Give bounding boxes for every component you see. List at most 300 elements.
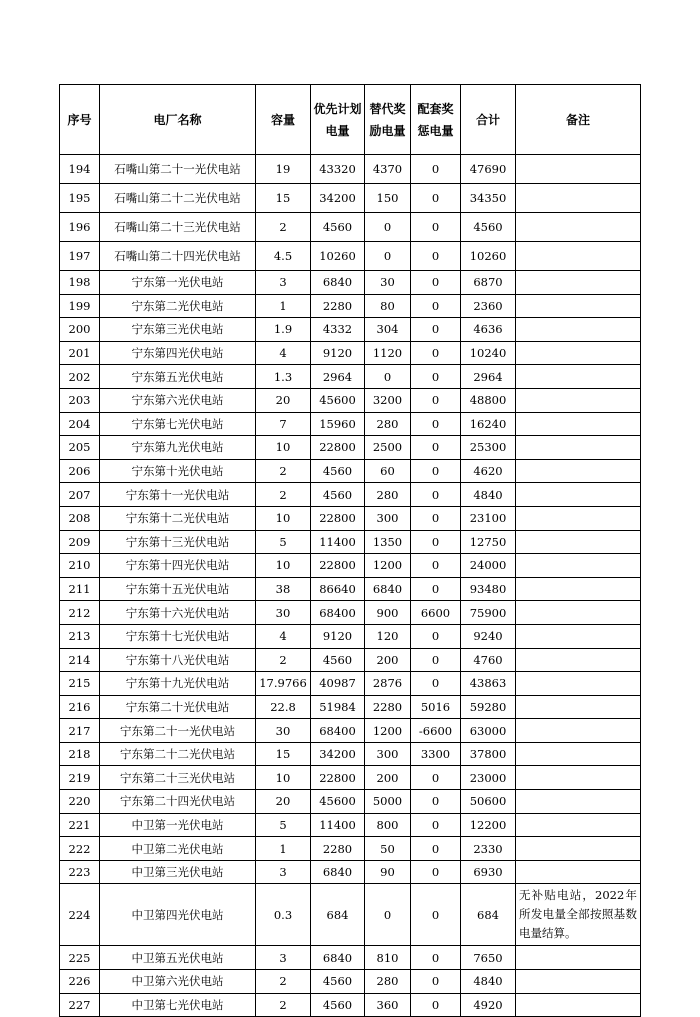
cell-support: 0 — [411, 766, 461, 790]
cell-seq: 210 — [60, 554, 100, 578]
cell-support: 0 — [411, 436, 461, 460]
cell-capacity: 4.5 — [256, 242, 311, 271]
cell-seq: 224 — [60, 884, 100, 946]
cell-replace: 60 — [365, 459, 411, 483]
cell-seq: 218 — [60, 742, 100, 766]
table-row — [60, 294, 641, 318]
cell-name: 宁东第三光伏电站 — [100, 318, 256, 342]
cell-note — [516, 672, 641, 696]
cell-priority: 11400 — [311, 530, 365, 554]
cell-support: 0 — [411, 213, 461, 242]
cell-capacity: 2 — [256, 970, 311, 994]
cell-capacity: 2 — [256, 483, 311, 507]
cell-note — [516, 766, 641, 790]
cell-name: 中卫第二光伏电站 — [100, 837, 256, 861]
cell-name: 宁东第十一光伏电站 — [100, 483, 256, 507]
cell-seq: 212 — [60, 601, 100, 625]
cell-seq: 194 — [60, 155, 100, 184]
table-row — [60, 672, 641, 696]
cell-seq: 222 — [60, 837, 100, 861]
table-row — [60, 601, 641, 625]
header-total: 合计 — [461, 85, 516, 155]
cell-capacity: 20 — [256, 790, 311, 814]
cell-capacity: 2 — [256, 459, 311, 483]
cell-support: 3300 — [411, 742, 461, 766]
cell-note — [516, 790, 641, 814]
cell-name: 石嘴山第二十三光伏电站 — [100, 213, 256, 242]
cell-priority: 4560 — [311, 459, 365, 483]
cell-capacity: 38 — [256, 577, 311, 601]
cell-name: 石嘴山第二十一光伏电站 — [100, 155, 256, 184]
cell-capacity: 10 — [256, 506, 311, 530]
cell-total: 59280 — [461, 695, 516, 719]
cell-priority: 51984 — [311, 695, 365, 719]
cell-support: 0 — [411, 242, 461, 271]
cell-replace: 300 — [365, 506, 411, 530]
cell-note — [516, 601, 641, 625]
cell-support: 0 — [411, 271, 461, 295]
cell-total: 6870 — [461, 271, 516, 295]
cell-support: 0 — [411, 341, 461, 365]
cell-seq: 225 — [60, 946, 100, 970]
table-row — [60, 624, 641, 648]
cell-note — [516, 577, 641, 601]
cell-total: 2964 — [461, 365, 516, 389]
table-row — [60, 155, 641, 184]
cell-capacity: 10 — [256, 554, 311, 578]
cell-total: 2330 — [461, 837, 516, 861]
cell-priority: 9120 — [311, 624, 365, 648]
cell-capacity: 10 — [256, 766, 311, 790]
power-plant-table — [59, 84, 641, 1017]
cell-capacity: 30 — [256, 601, 311, 625]
cell-name: 宁东第十五光伏电站 — [100, 577, 256, 601]
cell-capacity: 15 — [256, 184, 311, 213]
cell-capacity: 5 — [256, 813, 311, 837]
cell-capacity: 19 — [256, 155, 311, 184]
cell-seq: 204 — [60, 412, 100, 436]
cell-capacity: 15 — [256, 742, 311, 766]
cell-name: 宁东第十八光伏电站 — [100, 648, 256, 672]
cell-replace: 30 — [365, 271, 411, 295]
cell-total: 25300 — [461, 436, 516, 460]
cell-name: 宁东第十光伏电站 — [100, 459, 256, 483]
cell-replace: 3200 — [365, 388, 411, 412]
cell-replace: 0 — [365, 365, 411, 389]
cell-replace: 4370 — [365, 155, 411, 184]
cell-total: 2360 — [461, 294, 516, 318]
cell-support: 0 — [411, 459, 461, 483]
cell-total: 50600 — [461, 790, 516, 814]
cell-replace: 900 — [365, 601, 411, 625]
cell-priority: 22800 — [311, 554, 365, 578]
cell-name: 宁东第二十一光伏电站 — [100, 719, 256, 743]
cell-priority: 10260 — [311, 242, 365, 271]
cell-note — [516, 459, 641, 483]
cell-seq: 198 — [60, 271, 100, 295]
table-row — [60, 388, 641, 412]
cell-total: 4840 — [461, 970, 516, 994]
cell-replace: 304 — [365, 318, 411, 342]
cell-note — [516, 624, 641, 648]
header-name: 电厂名称 — [100, 85, 256, 155]
cell-name: 宁东第四光伏电站 — [100, 341, 256, 365]
cell-support: 0 — [411, 506, 461, 530]
cell-support: 0 — [411, 483, 461, 507]
cell-priority: 9120 — [311, 341, 365, 365]
table-row — [60, 530, 641, 554]
cell-replace: 2280 — [365, 695, 411, 719]
cell-note — [516, 813, 641, 837]
cell-capacity: 3 — [256, 271, 311, 295]
cell-replace: 1200 — [365, 554, 411, 578]
cell-support: 0 — [411, 318, 461, 342]
cell-priority: 684 — [311, 884, 365, 946]
cell-total: 684 — [461, 884, 516, 946]
cell-total: 43863 — [461, 672, 516, 696]
cell-priority: 2280 — [311, 837, 365, 861]
cell-capacity: 4 — [256, 341, 311, 365]
cell-priority: 4560 — [311, 993, 365, 1017]
cell-replace: 90 — [365, 860, 411, 884]
cell-capacity: 1 — [256, 837, 311, 861]
cell-priority: 6840 — [311, 860, 365, 884]
cell-name: 宁东第十四光伏电站 — [100, 554, 256, 578]
cell-total: 9240 — [461, 624, 516, 648]
cell-seq: 215 — [60, 672, 100, 696]
cell-note — [516, 837, 641, 861]
cell-replace: 800 — [365, 813, 411, 837]
table-body — [60, 155, 641, 1017]
cell-priority: 4560 — [311, 213, 365, 242]
cell-priority: 4560 — [311, 648, 365, 672]
cell-support: 0 — [411, 837, 461, 861]
table-row — [60, 506, 641, 530]
header-replace: 替代奖励电量 — [365, 85, 411, 155]
cell-seq: 201 — [60, 341, 100, 365]
cell-seq: 214 — [60, 648, 100, 672]
cell-note — [516, 341, 641, 365]
cell-replace: 200 — [365, 766, 411, 790]
cell-priority: 11400 — [311, 813, 365, 837]
cell-total: 23000 — [461, 766, 516, 790]
table-row — [60, 242, 641, 271]
cell-total: 4920 — [461, 993, 516, 1017]
cell-seq: 200 — [60, 318, 100, 342]
table-row — [60, 695, 641, 719]
cell-support: 0 — [411, 388, 461, 412]
cell-support: 6600 — [411, 601, 461, 625]
cell-total: 4636 — [461, 318, 516, 342]
cell-priority: 22800 — [311, 506, 365, 530]
cell-name: 宁东第六光伏电站 — [100, 388, 256, 412]
cell-replace: 1350 — [365, 530, 411, 554]
cell-seq: 211 — [60, 577, 100, 601]
cell-capacity: 3 — [256, 860, 311, 884]
cell-name: 宁东第十七光伏电站 — [100, 624, 256, 648]
cell-replace: 280 — [365, 412, 411, 436]
cell-support: 0 — [411, 412, 461, 436]
cell-support: 0 — [411, 530, 461, 554]
cell-seq: 219 — [60, 766, 100, 790]
cell-replace: 6840 — [365, 577, 411, 601]
cell-note — [516, 412, 641, 436]
cell-priority: 4332 — [311, 318, 365, 342]
cell-total: 47690 — [461, 155, 516, 184]
table-row — [60, 766, 641, 790]
cell-support: 0 — [411, 624, 461, 648]
cell-capacity: 2 — [256, 648, 311, 672]
table-row — [60, 742, 641, 766]
cell-name: 中卫第四光伏电站 — [100, 884, 256, 946]
cell-total: 24000 — [461, 554, 516, 578]
cell-total: 6930 — [461, 860, 516, 884]
cell-name: 宁东第二十光伏电站 — [100, 695, 256, 719]
cell-total: 75900 — [461, 601, 516, 625]
cell-name: 宁东第九光伏电站 — [100, 436, 256, 460]
table-row — [60, 577, 641, 601]
table-row — [60, 412, 641, 436]
cell-replace: 2876 — [365, 672, 411, 696]
cell-name: 宁东第十六光伏电站 — [100, 601, 256, 625]
header-note: 备注 — [516, 85, 641, 155]
cell-seq: 197 — [60, 242, 100, 271]
cell-replace: 360 — [365, 993, 411, 1017]
cell-priority: 45600 — [311, 388, 365, 412]
cell-support: 0 — [411, 155, 461, 184]
cell-capacity: 20 — [256, 388, 311, 412]
table-row — [60, 213, 641, 242]
cell-name: 中卫第七光伏电站 — [100, 993, 256, 1017]
cell-seq: 208 — [60, 506, 100, 530]
cell-priority: 22800 — [311, 766, 365, 790]
table-row — [60, 860, 641, 884]
cell-note — [516, 946, 641, 970]
cell-capacity: 5 — [256, 530, 311, 554]
cell-seq: 221 — [60, 813, 100, 837]
cell-note — [516, 388, 641, 412]
cell-capacity: 0.3 — [256, 884, 311, 946]
cell-total: 4760 — [461, 648, 516, 672]
cell-note — [516, 213, 641, 242]
cell-note — [516, 318, 641, 342]
cell-priority: 2964 — [311, 365, 365, 389]
cell-note — [516, 294, 641, 318]
cell-seq: 195 — [60, 184, 100, 213]
cell-note — [516, 554, 641, 578]
cell-priority: 68400 — [311, 601, 365, 625]
table-row — [60, 946, 641, 970]
table-row — [60, 483, 641, 507]
cell-note — [516, 483, 641, 507]
cell-support: 0 — [411, 884, 461, 946]
cell-capacity: 4 — [256, 624, 311, 648]
cell-name: 宁东第十二光伏电站 — [100, 506, 256, 530]
header-priority: 优先计划电量 — [311, 85, 365, 155]
cell-seq: 209 — [60, 530, 100, 554]
cell-support: 0 — [411, 577, 461, 601]
cell-priority: 2280 — [311, 294, 365, 318]
cell-name: 宁东第十九光伏电站 — [100, 672, 256, 696]
cell-replace: 0 — [365, 242, 411, 271]
cell-name: 石嘴山第二十四光伏电站 — [100, 242, 256, 271]
cell-note — [516, 860, 641, 884]
table-row — [60, 993, 641, 1017]
cell-total: 12750 — [461, 530, 516, 554]
cell-name: 中卫第六光伏电站 — [100, 970, 256, 994]
cell-replace: 0 — [365, 884, 411, 946]
cell-support: 0 — [411, 813, 461, 837]
cell-capacity: 3 — [256, 946, 311, 970]
cell-total: 10260 — [461, 242, 516, 271]
cell-total: 12200 — [461, 813, 516, 837]
cell-replace: 2500 — [365, 436, 411, 460]
cell-priority: 40987 — [311, 672, 365, 696]
cell-capacity: 2 — [256, 213, 311, 242]
cell-support: 0 — [411, 672, 461, 696]
table-row — [60, 184, 641, 213]
cell-priority: 4560 — [311, 483, 365, 507]
cell-note — [516, 184, 641, 213]
cell-capacity: 1.9 — [256, 318, 311, 342]
cell-name: 宁东第二十三光伏电站 — [100, 766, 256, 790]
table-row — [60, 459, 641, 483]
cell-seq: 213 — [60, 624, 100, 648]
cell-name: 宁东第二十二光伏电站 — [100, 742, 256, 766]
cell-capacity: 1.3 — [256, 365, 311, 389]
cell-priority: 34200 — [311, 184, 365, 213]
cell-note — [516, 271, 641, 295]
cell-priority: 15960 — [311, 412, 365, 436]
cell-seq: 205 — [60, 436, 100, 460]
cell-support: 0 — [411, 860, 461, 884]
cell-seq: 196 — [60, 213, 100, 242]
cell-priority: 86640 — [311, 577, 365, 601]
cell-total: 48800 — [461, 388, 516, 412]
header-row — [60, 85, 641, 155]
cell-capacity: 7 — [256, 412, 311, 436]
cell-support: 0 — [411, 365, 461, 389]
cell-total: 34350 — [461, 184, 516, 213]
cell-support: 0 — [411, 993, 461, 1017]
cell-seq: 217 — [60, 719, 100, 743]
cell-total: 23100 — [461, 506, 516, 530]
cell-name: 中卫第五光伏电站 — [100, 946, 256, 970]
cell-name: 宁东第十三光伏电站 — [100, 530, 256, 554]
cell-name: 中卫第三光伏电站 — [100, 860, 256, 884]
cell-total: 4840 — [461, 483, 516, 507]
cell-name: 宁东第二十四光伏电站 — [100, 790, 256, 814]
cell-name: 宁东第七光伏电站 — [100, 412, 256, 436]
table-row — [60, 790, 641, 814]
cell-total: 16240 — [461, 412, 516, 436]
cell-support: 0 — [411, 970, 461, 994]
cell-support: 0 — [411, 946, 461, 970]
cell-priority: 4560 — [311, 970, 365, 994]
cell-priority: 6840 — [311, 271, 365, 295]
cell-support: 0 — [411, 184, 461, 213]
cell-note: 无补贴电站，2022年所发电量全部按照基数电量结算。 — [516, 884, 641, 946]
cell-note — [516, 365, 641, 389]
table-row — [60, 554, 641, 578]
header-support: 配套奖惩电量 — [411, 85, 461, 155]
cell-total: 93480 — [461, 577, 516, 601]
cell-seq: 203 — [60, 388, 100, 412]
cell-replace: 150 — [365, 184, 411, 213]
cell-replace: 120 — [365, 624, 411, 648]
cell-replace: 5000 — [365, 790, 411, 814]
cell-total: 4620 — [461, 459, 516, 483]
cell-note — [516, 695, 641, 719]
cell-replace: 810 — [365, 946, 411, 970]
cell-seq: 220 — [60, 790, 100, 814]
cell-replace: 0 — [365, 213, 411, 242]
cell-name: 中卫第一光伏电站 — [100, 813, 256, 837]
header-capacity: 容量 — [256, 85, 311, 155]
table-row — [60, 341, 641, 365]
cell-seq: 207 — [60, 483, 100, 507]
table-row — [60, 648, 641, 672]
cell-seq: 206 — [60, 459, 100, 483]
cell-support: 0 — [411, 294, 461, 318]
cell-seq: 199 — [60, 294, 100, 318]
cell-seq: 223 — [60, 860, 100, 884]
cell-name: 石嘴山第二十二光伏电站 — [100, 184, 256, 213]
cell-total: 7650 — [461, 946, 516, 970]
cell-support: 0 — [411, 554, 461, 578]
cell-replace: 300 — [365, 742, 411, 766]
cell-total: 10240 — [461, 341, 516, 365]
cell-seq: 216 — [60, 695, 100, 719]
cell-support: 0 — [411, 648, 461, 672]
cell-replace: 1120 — [365, 341, 411, 365]
cell-note — [516, 530, 641, 554]
cell-priority: 43320 — [311, 155, 365, 184]
cell-support: 0 — [411, 790, 461, 814]
table-row — [60, 884, 641, 946]
cell-capacity: 30 — [256, 719, 311, 743]
table-row — [60, 365, 641, 389]
cell-replace: 50 — [365, 837, 411, 861]
cell-priority: 45600 — [311, 790, 365, 814]
table-row — [60, 318, 641, 342]
cell-note — [516, 506, 641, 530]
cell-replace: 280 — [365, 970, 411, 994]
cell-total: 63000 — [461, 719, 516, 743]
cell-total: 37800 — [461, 742, 516, 766]
cell-replace: 80 — [365, 294, 411, 318]
cell-name: 宁东第五光伏电站 — [100, 365, 256, 389]
cell-support: -6600 — [411, 719, 461, 743]
cell-note — [516, 742, 641, 766]
cell-capacity: 1 — [256, 294, 311, 318]
cell-capacity: 17.9766 — [256, 672, 311, 696]
cell-seq: 202 — [60, 365, 100, 389]
table-row — [60, 813, 641, 837]
table-row — [60, 436, 641, 460]
cell-note — [516, 436, 641, 460]
cell-priority: 34200 — [311, 742, 365, 766]
cell-capacity: 22.8 — [256, 695, 311, 719]
table-row — [60, 719, 641, 743]
cell-support: 5016 — [411, 695, 461, 719]
cell-total: 4560 — [461, 213, 516, 242]
cell-replace: 200 — [365, 648, 411, 672]
cell-note — [516, 155, 641, 184]
cell-capacity: 10 — [256, 436, 311, 460]
cell-replace: 280 — [365, 483, 411, 507]
cell-note — [516, 993, 641, 1017]
